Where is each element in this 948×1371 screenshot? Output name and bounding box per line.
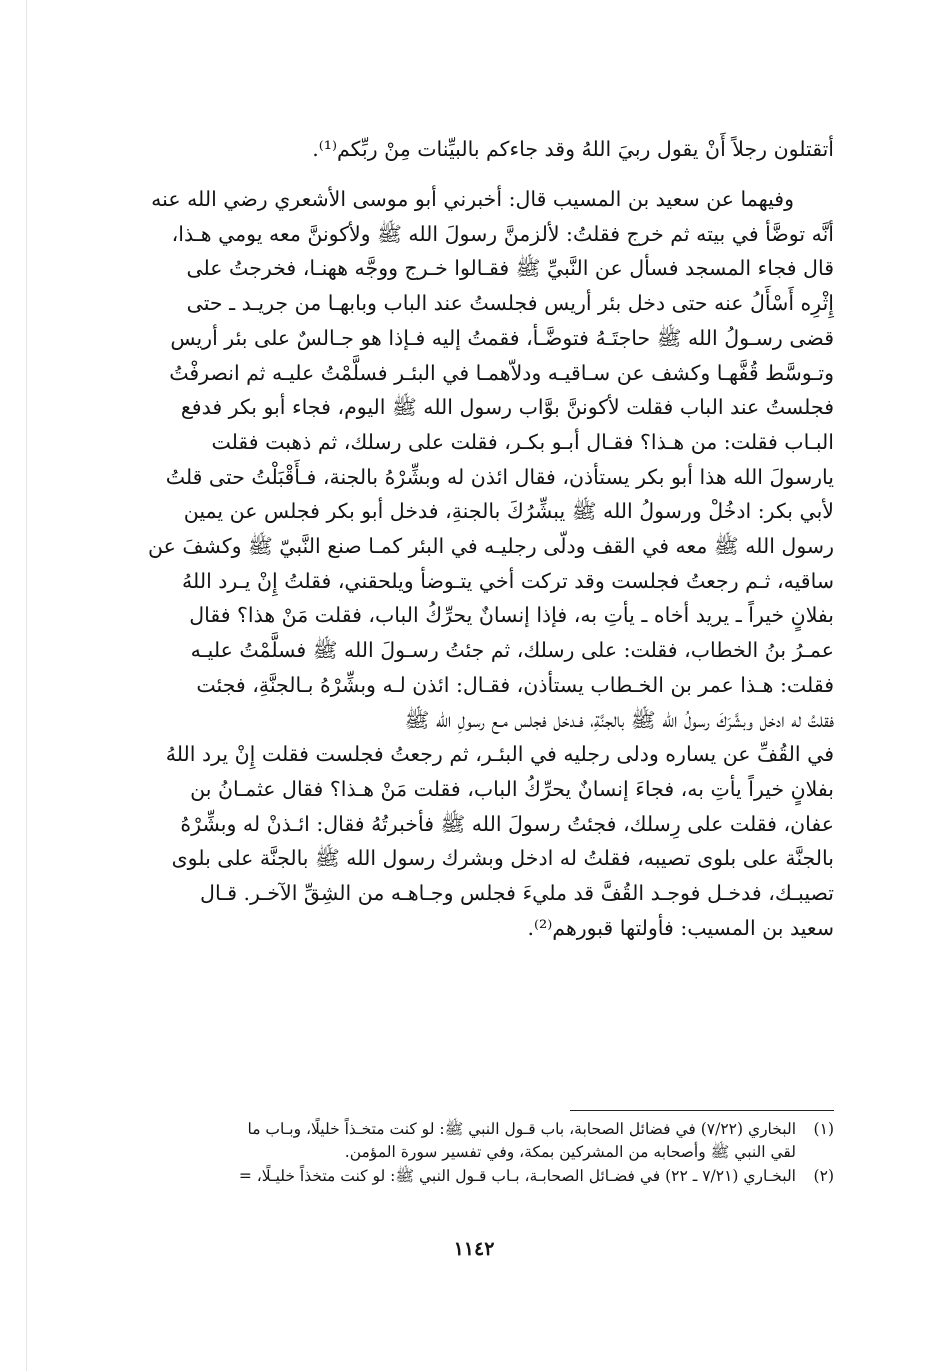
text-line: وفيهما عن سعيد بن المسيب قال: أخبرني أبو موسى الأشعري رضي الله عنه (151, 187, 794, 211)
text-line: فجلستُ عند الباب فقلت لأكوننَّ بوَّاب رسول الله ﷺ اليوم، فجاء أبو بكر فدفع (180, 395, 834, 420)
footnote-separator (570, 1110, 834, 1111)
page-number: ١١٤٢ (453, 1238, 495, 1260)
text-line: بفلانٍ خيراً يأتِ به، فجاءَ إنسانٌ يحرِّكُ الباب، فقلت مَنْ هـذا؟ فقال عثمـانُ بن (190, 776, 834, 801)
text-line: فقلت: هـذا عمر بن الخـطاب يستأذن، فقـال: ائذن لـه وبشِّرْهُ بـالجنَّةِ، فجئت (196, 672, 834, 697)
footnote-1 (108, 1118, 834, 1163)
footnote-line: البخـاري (٧/٢١ ـ ٢٢) في فضـائل الصحابـة، بـاب قـول النبي ﷺ: لو كنت متخذاً خليـلًا، = (238, 1167, 796, 1185)
footnote-2 (108, 1165, 834, 1188)
text-line: قضى رسـولُ الله ﷺ حاجتَـهُ فتوضَّـأ، فقمتُ إليه فـإذا هو جـالسٌ على بئر أريس (170, 325, 834, 350)
text-line: أنَّه توضَّأ في بيته ثم خرج فقلتُ: لألزمنَّ رسولَ الله ﷺ ولأكوننَّ معه يومي هـذا، (171, 221, 834, 246)
text-line: تصيبـك، فدخـل فوجـد القُفَّ قد مليءَ فجلس وجـاهـه من الشِقِّ الآخـر. قـال (200, 881, 834, 906)
footnote-line: البخاري (٧/٢٢) في فضائل الصحابة، باب قـول النبي ﷺ: لو كنت متخـذاً خليلًا، وبـاب ما (247, 1120, 796, 1138)
footnote-marker: (١) (813, 1120, 834, 1138)
footnotes (108, 1118, 834, 1190)
text-line: ساقيه، ثـم رجعتُ فجلست وقد تركت أخي يتـوضأ ويلحقني، فقلتُ إِنْ يـرد اللهُ (182, 568, 834, 593)
text-line: سعيد بن المسيب: فأولتها قبورهم⁽²⁾. (527, 915, 834, 940)
text-line: أتقتلون رجلاً أَنْ يقول ربيَ اللهُ وقد جاءكم بالبيِّنات مِنْ ربِّكم⁽¹⁾. (312, 137, 834, 161)
text-line: بفلانٍ خيراً ـ يريد أخاه ـ يأتِ به، فإذا إنسانٌ يحرِّكُ الباب، فقلت مَنْ هذا؟ فقال (189, 603, 834, 628)
footnote-line: لقي النبي ﷺ وأصحابه من المشركين بمكة، وفي تفسير سورة المؤمن. (344, 1142, 796, 1161)
text-line: لأبي بكر: ادخُلْ ورسولُ الله ﷺ يبشِّرُكَ بالجنةِ، فدخل أبو بكر فجلس عن يمين (183, 499, 834, 524)
footnote-marker: (٢) (813, 1167, 834, 1185)
scan-edge-line (26, 0, 27, 1371)
text-line: في القُفِّ عن يساره ودلى رجليه في البئـر، ثم رجعتُ فجلست فقلت إِنْ يرد اللهُ (165, 742, 834, 767)
text-line: عمـرُ بنُ الخطاب، فقلت: على رسلك، ثم جئتُ رسـولَ الله ﷺ فسلَّمْتُ عليـه (190, 638, 834, 663)
paragraph-1 (108, 132, 834, 167)
text-line: بالجنَّة على بلوى تصيبه، فقلتُ له ادخل وبشرك رسول الله ﷺ بالجنَّة على بلوى (171, 846, 834, 871)
text-line: فقلتُ له ادخل وبشَّرَكَ رسولُ الله ﷺ بالجنَّةِ، فـدخل فجلس مـع رسولِ الله ﷺ (404, 707, 834, 732)
text-line: وتـوسَّط قُفَّهـا وكشف عن سـاقيـه ودلاّهمـا في البئـر فسلَّمْتُ عليـه ثم انصرفْتُ (169, 360, 834, 385)
text-line: البـاب فقلت: من هـذا؟ فقـال أبـو بكـر، فقلت على رسلك، ثم ذهبت فقلت (211, 429, 834, 454)
text-line: رسول الله ﷺ معه في القف ودلّى رجليـه في البئر كمـا صنع النَّبيّ ﷺ وكشفَ عن (147, 534, 834, 559)
text-line: قال فجاء المسجد فسأل عن النَّبيِّ ﷺ فقـالوا خـرج ووجَّه ههنـا، فخرجتُ على (186, 256, 834, 281)
text-line: يارسولَ الله هذا أبو بكر يستأذن، فقال ائذن له وبشِّرْهُ بالجنة، فـأَقْبَلْتُ حتى قلتُ (165, 464, 834, 489)
text-line: عفان، فقلت على رِسلك، فجئتُ رسولَ الله ﷺ فأخبرتُهُ فقال: ائـذنْ له وبشِّرْهُ (180, 811, 834, 836)
text-line: إِثْرِه أَسْأَلُ عنه حتى دخل بئر أريس فجلستُ عند الباب وبابهـا من جريـد ـ حتى (186, 291, 834, 316)
paragraph-2 (108, 182, 834, 945)
